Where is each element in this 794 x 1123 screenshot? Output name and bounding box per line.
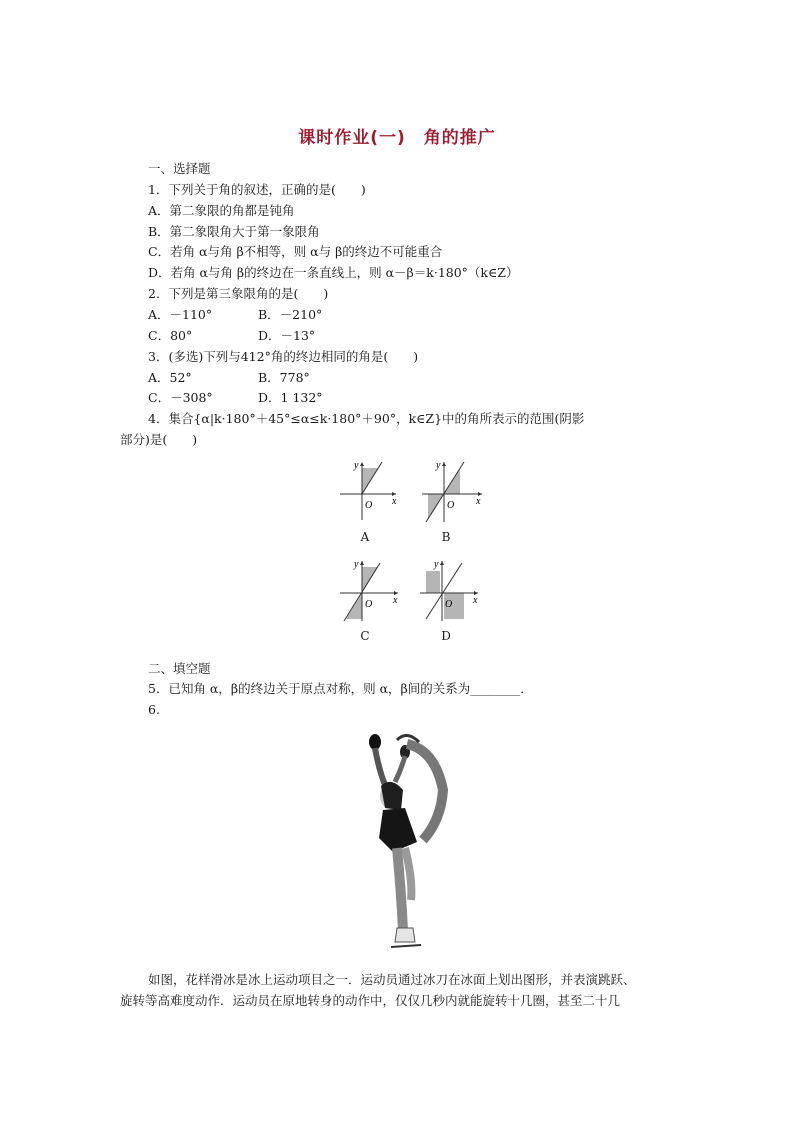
question-3-option-a: A．52° <box>148 370 192 385</box>
section-heading-choice: 一、选择题 <box>148 161 211 176</box>
diagram-option-b <box>420 458 486 524</box>
origin-label: O <box>447 500 455 511</box>
origin-label: O <box>445 599 453 610</box>
question-6-text-line2: 旋转等高难度动作．运动员在原地转身的动作中，仅仅几秒内就能旋转十几圈，甚至二十几 <box>120 993 621 1008</box>
diagram-label-d: D <box>441 629 451 643</box>
question-3-option-c: C．－308° <box>148 390 213 405</box>
question-4-stem-line1: 4．集合{α|k·180°＋45°≤α≤k·180°＋90°，k∈Z}中的角所表示的范围(阴影 <box>148 411 585 426</box>
diagram-label-b: B <box>441 530 451 544</box>
question-5: 5．已知角 α，β的终边关于原点对称，则 α，β间的关系为________． <box>148 681 533 696</box>
diagram-label-c: C <box>360 629 370 643</box>
question-4-stem-line2: 部分)是( ) <box>120 432 198 447</box>
axis-y-label: y <box>436 460 441 471</box>
page-title: 课时作业(一) 角的推广 <box>298 128 496 148</box>
diagram-label-a: A <box>360 530 370 544</box>
question-6-number: 6. <box>148 702 160 717</box>
diagram-option-d <box>418 557 484 623</box>
question-2-option-a: A．－110° <box>148 307 213 322</box>
question-2-option-b: B．－210° <box>258 307 323 322</box>
question-1-option-d: D．若角 α与角 β的终边在一条直线上，则 α－β＝k·180°（k∈Z） <box>148 265 519 280</box>
axis-y-label: y <box>354 559 359 570</box>
axis-x-label: x <box>476 496 481 507</box>
question-3-option-d: D．1 132° <box>258 390 323 405</box>
diagram-option-a <box>338 458 404 524</box>
question-6-text-line1: 如图，花样滑冰是冰上运动项目之一．运动员通过冰刀在冰面上划出图形，并表演跳跃、 <box>148 972 636 987</box>
axis-y-label: y <box>434 559 439 570</box>
question-1-option-b: B．第二象限角大于第一象限角 <box>148 224 320 239</box>
question-3-stem: 3．(多选)下列与412°角的终边相同的角是( ) <box>148 349 419 364</box>
origin-label: O <box>365 599 373 610</box>
question-2-stem: 2．下列是第三象限角的是( ) <box>148 286 329 301</box>
question-3-option-b: B．778° <box>258 370 310 385</box>
origin-label: O <box>365 500 373 511</box>
question-2-option-d: D．－13° <box>258 328 316 343</box>
axis-x-label: x <box>392 496 397 507</box>
axis-x-label: x <box>473 595 478 606</box>
axis-x-label: x <box>393 595 398 606</box>
axis-y-label: y <box>354 460 359 471</box>
question-1-option-a: A．第二象限的角都是钝角 <box>148 203 295 218</box>
question-1-option-c: C．若角 α与角 β不相等，则 α与 β的终边不可能重合 <box>148 244 443 259</box>
question-1-stem: 1．下列关于角的叙述，正确的是( ) <box>148 182 366 197</box>
figure-skater-image <box>335 730 455 955</box>
section-heading-fill: 二、填空题 <box>148 661 211 676</box>
question-2-option-c: C．80° <box>148 328 193 343</box>
diagram-option-c <box>338 557 404 623</box>
